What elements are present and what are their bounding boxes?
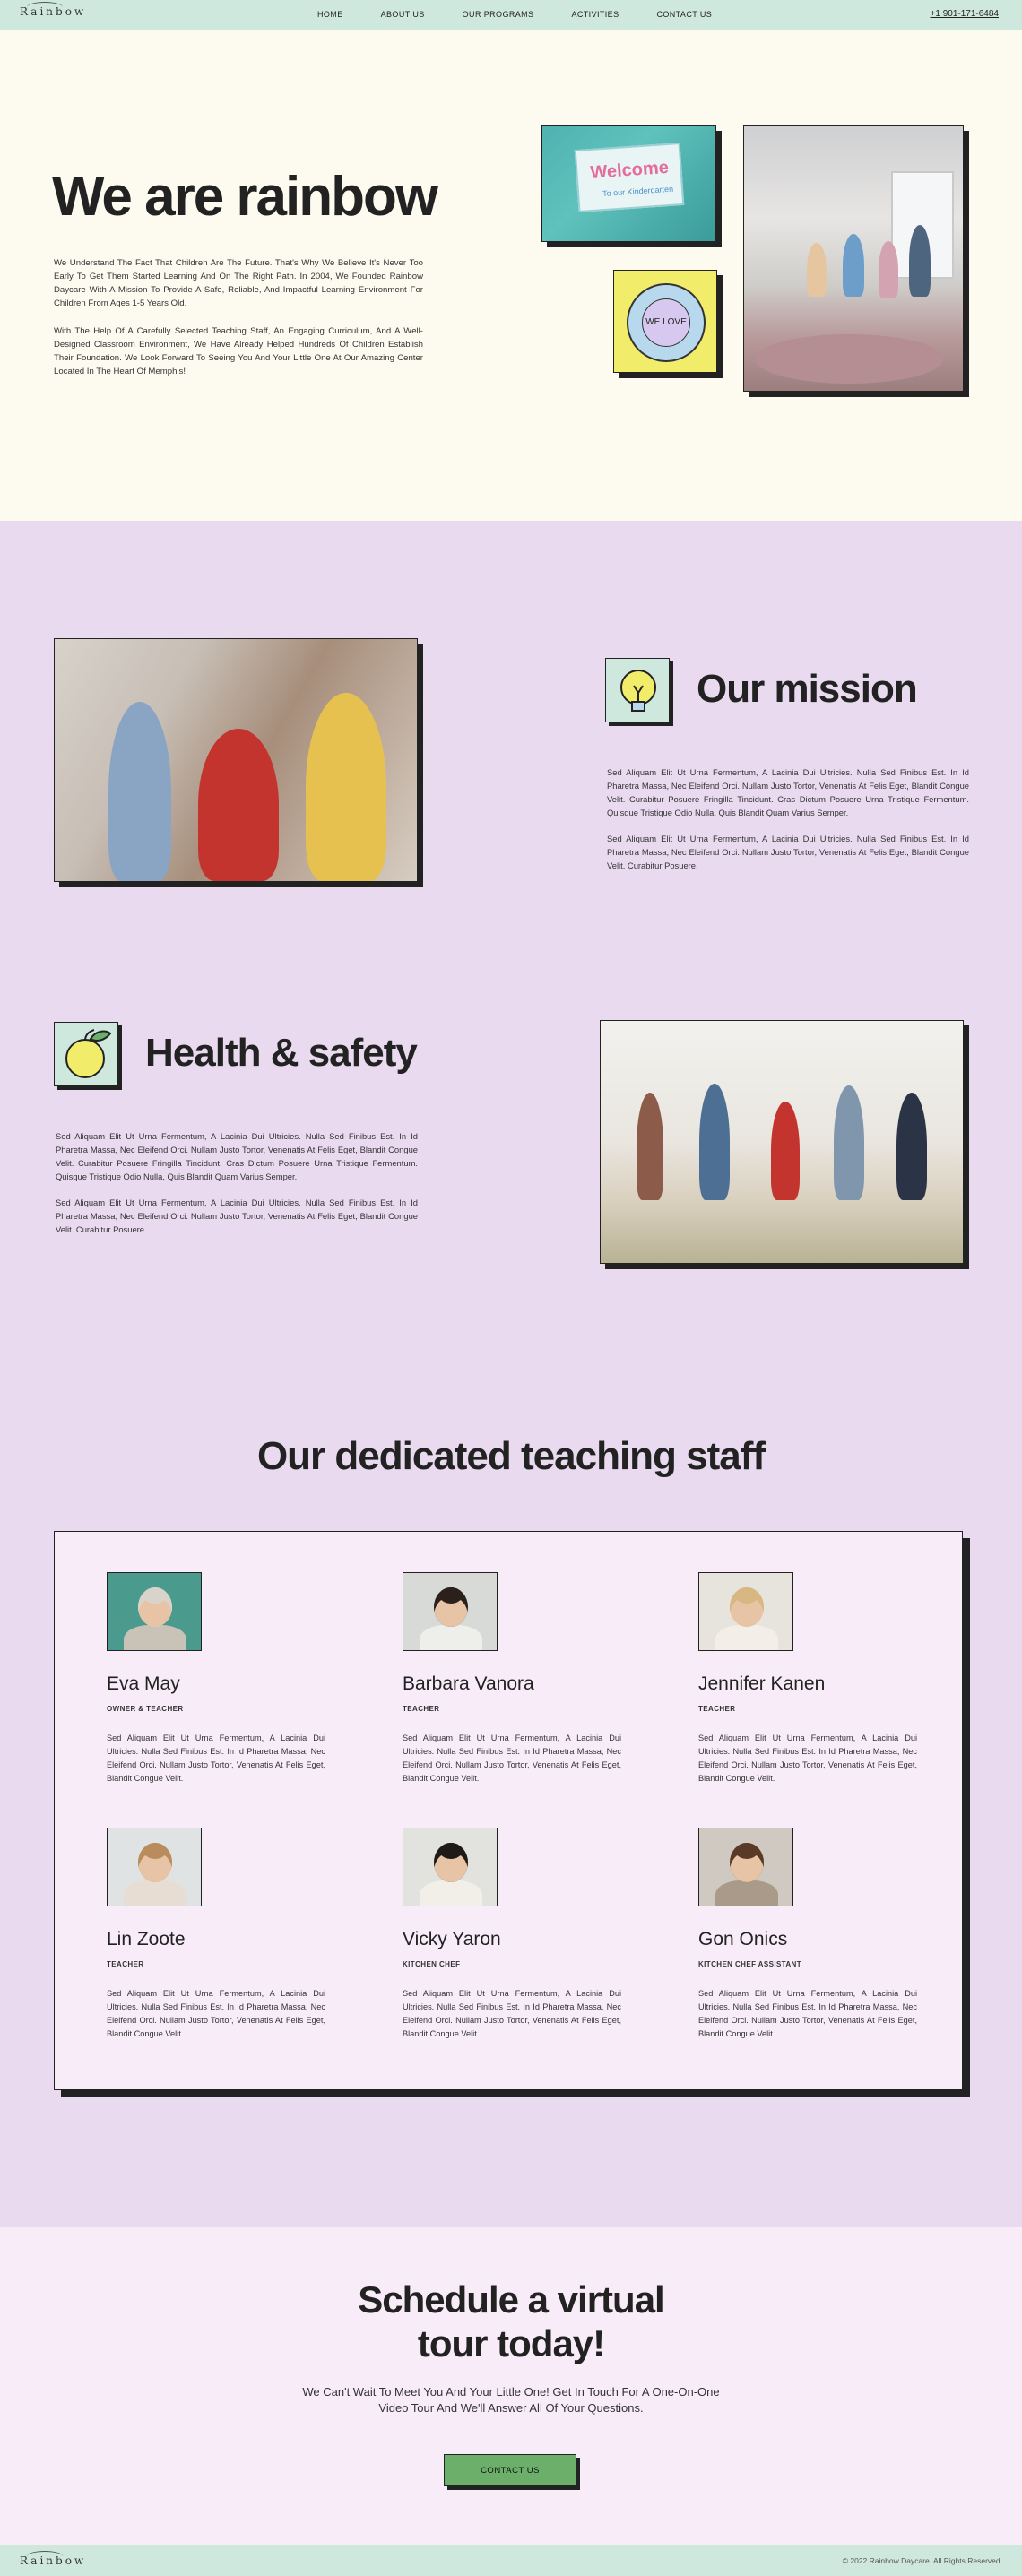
health-paragraph-1: Sed Aliquam Elit Ut Urna Fermentum, A Lacinia Dui Ultricies. Nulla Sed Finibus Est. In Id Pharetra Massa, Nec Eleifend Orci. Nullam Justo Tortor, Venenatis At Felis Eget, Blandit Congue Velit. Curabitur Posuere Fringilla Tincidunt. Cras Dictum Posuere Urna Tristique Fermentum. Quisque Tristique Odio Nulla, Quis Blandit Quam Varius Semper. <box>56 1131 418 1181</box>
health-paragraph-2: Sed Aliquam Elit Ut Urna Fermentum, A Lacinia Dui Ultricies. Nulla Sed Finibus Est. In Id Pharetra Massa, Nec Eleifend Orci. Nullam Justo Tortor, Venenatis At Felis Eget, Blandit Congue Velit. Curabitur Posuere. <box>56 1197 418 1234</box>
welcome-sign-photo <box>541 125 716 242</box>
avatar <box>698 1828 793 1906</box>
mission-paragraph-1: Sed Aliquam Elit Ut Urna Fermentum, A Lacinia Dui Ultricies. Nulla Sed Finibus Est. In Id Pharetra Massa, Nec Eleifend Orci. Nullam Justo Tortor, Venenatis At Felis Eget, Blandit Congue Velit. Curabitur Posuere Fringilla Tincidunt. Cras Dictum Posuere Urna Tristique Fermentum. Quisque Tristique Odio Nulla, Quis Blandit Quam Varius Semper. <box>607 767 969 817</box>
staff-member <box>107 1572 331 1785</box>
child-figure <box>108 702 171 881</box>
dancing-kids-photo <box>600 1020 964 1264</box>
schedule-title-line-2: tour today! <box>417 2322 605 2364</box>
schedule-title-line-1: Schedule a virtual <box>358 2278 664 2321</box>
group-hug-photo <box>54 638 418 882</box>
nav-link-contact-us[interactable]: CONTACT US <box>656 10 713 19</box>
rug-shape <box>755 334 943 384</box>
mission-paragraph-2: Sed Aliquam Elit Ut Urna Fermentum, A Lacinia Dui Ultricies. Nulla Sed Finibus Est. In Id Pharetra Massa, Nec Eleifend Orci. Nullam Justo Tortor, Venenatis At Felis Eget, Blandit Congue Velit. Curabitur Posuere. <box>607 834 969 870</box>
staff-member <box>403 1572 627 1785</box>
flower-icon <box>627 283 706 362</box>
copyright-text: © 2022 Rainbow Daycare. All Rights Reserved. <box>842 2556 1002 2565</box>
apple-icon <box>54 1022 118 1086</box>
content-section <box>0 521 1022 2227</box>
staff-role: TEACHER <box>107 1960 144 1968</box>
lightbulb-icon <box>605 658 670 722</box>
hero-title: We are rainbow <box>52 166 437 228</box>
contact-us-button[interactable]: CONTACT US <box>444 2454 576 2486</box>
nav-link-our-programs[interactable]: OUR PROGRAMS <box>462 10 534 19</box>
we-love-badge <box>613 270 717 373</box>
staff-name: Lin Zoote <box>107 1929 186 1949</box>
teacher-figure <box>909 225 931 297</box>
staff-role: KITCHEN CHEF ASSISTANT <box>698 1960 802 1968</box>
staff-description: Sed Aliquam Elit Ut Urna Fermentum, A Lacinia Dui Ultricies. Nulla Sed Finibus Est. In Id Pharetra Massa, Nec Eleifend Orci. Nullam Justo Tortor, Venenatis At Felis Eget, Blandit Congue Velit. <box>698 1989 917 2038</box>
staff-role: TEACHER <box>403 1705 440 1713</box>
avatar <box>403 1828 498 1906</box>
top-navigation <box>0 0 1022 30</box>
staff-description: Sed Aliquam Elit Ut Urna Fermentum, A Lacinia Dui Ultricies. Nulla Sed Finibus Est. In Id Pharetra Massa, Nec Eleifend Orci. Nullam Justo Tortor, Venenatis At Felis Eget, Blandit Congue Velit. <box>403 1989 621 2038</box>
avatar <box>403 1572 498 1651</box>
staff-name: Gon Onics <box>698 1929 788 1949</box>
welcome-sign-title: Welcome <box>589 157 670 183</box>
child-figure <box>198 729 279 881</box>
welcome-sign-subtitle: To our Kindergarten <box>602 184 674 199</box>
staff-name: Barbara Vanora <box>403 1673 534 1694</box>
schedule-section <box>0 2227 1022 2545</box>
child-figure <box>879 241 898 298</box>
classroom-photo <box>743 125 964 392</box>
child-figure <box>771 1102 800 1200</box>
we-love-text: WE LOVE <box>642 298 690 347</box>
avatar <box>107 1828 202 1906</box>
health-safety-title: Health & safety <box>145 1031 417 1075</box>
footer <box>0 2545 1022 2576</box>
staff-member <box>403 1828 627 2041</box>
phone-link[interactable]: +1 901-171-6484 <box>930 9 999 19</box>
staff-role: OWNER & TEACHER <box>107 1705 184 1713</box>
avatar <box>698 1572 793 1651</box>
staff-name: Jennifer Kanen <box>698 1673 826 1694</box>
staff-role: TEACHER <box>698 1705 736 1713</box>
welcome-sign <box>575 143 685 212</box>
schedule-title <box>0 2278 1022 2365</box>
staff-description: Sed Aliquam Elit Ut Urna Fermentum, A Lacinia Dui Ultricies. Nulla Sed Finibus Est. In Id Pharetra Massa, Nec Eleifend Orci. Nullam Justo Tortor, Venenatis At Felis Eget, Blandit Congue Velit. <box>698 1733 917 1783</box>
staff-title: Our dedicated teaching staff <box>256 1434 766 1478</box>
child-figure <box>807 243 827 297</box>
nav-link-activities[interactable]: ACTIVITIES <box>571 10 619 19</box>
staff-member <box>698 1828 922 2041</box>
staff-description: Sed Aliquam Elit Ut Urna Fermentum, A Lacinia Dui Ultricies. Nulla Sed Finibus Est. In Id Pharetra Massa, Nec Eleifend Orci. Nullam Justo Tortor, Venenatis At Felis Eget, Blandit Congue Velit. <box>403 1733 621 1783</box>
staff-name: Vicky Yaron <box>403 1929 501 1949</box>
logo[interactable]: Rainbow <box>20 5 87 18</box>
child-figure <box>843 234 864 297</box>
avatar <box>107 1572 202 1651</box>
staff-card <box>54 1531 963 2090</box>
staff-name: Eva May <box>107 1673 180 1694</box>
nav-link-home[interactable]: HOME <box>317 10 343 19</box>
staff-member <box>107 1828 331 2041</box>
staff-description: Sed Aliquam Elit Ut Urna Fermentum, A Lacinia Dui Ultricies. Nulla Sed Finibus Est. In Id Pharetra Massa, Nec Eleifend Orci. Nullam Justo Tortor, Venenatis At Felis Eget, Blandit Congue Velit. <box>107 1733 325 1783</box>
hero-paragraph-2: With The Help Of A Carefully Selected Teaching Staff, An Engaging Curriculum, And A Well-Designed Classroom Environment, We Have Already Helped Hundreds Of Children Establish Their Foundation. We Look Forward To Seeing You And Your Little One At Our Amazing Center Located In The Heart Of Memphis! <box>54 326 423 376</box>
footer-logo[interactable]: Rainbow <box>20 2554 87 2567</box>
child-figure <box>699 1084 730 1200</box>
child-figure <box>637 1093 663 1200</box>
staff-member <box>698 1572 922 1785</box>
hero-paragraph-1: We Understand The Fact That Children Are The Future. That's Why We Believe It's Never Too Early To Get Them Started Learning And On The Right Path. In 2004, We Founded Rainbow Daycare With A Mission To Provide A Safe, Reliable, And Impactful Learning Environment For Children From Ages 1-5 Years Old. <box>54 258 423 308</box>
staff-description: Sed Aliquam Elit Ut Urna Fermentum, A Lacinia Dui Ultricies. Nulla Sed Finibus Est. In Id Pharetra Massa, Nec Eleifend Orci. Nullam Justo Tortor, Venenatis At Felis Eget, Blandit Congue Velit. <box>107 1989 325 2038</box>
staff-role: KITCHEN CHEF <box>403 1960 461 1968</box>
nav-link-about-us[interactable]: ABOUT US <box>380 10 425 19</box>
schedule-text: We Can't Wait To Meet You And Your Little One! Get In Touch For A One-On-One Video Tour And We'll Answer All Of Your Questions. <box>302 2385 720 2415</box>
mission-title: Our mission <box>697 667 917 711</box>
child-figure <box>834 1085 864 1200</box>
child-figure <box>306 693 386 881</box>
hero-section <box>0 30 1022 521</box>
child-figure <box>896 1093 927 1200</box>
nav-links <box>317 10 749 19</box>
